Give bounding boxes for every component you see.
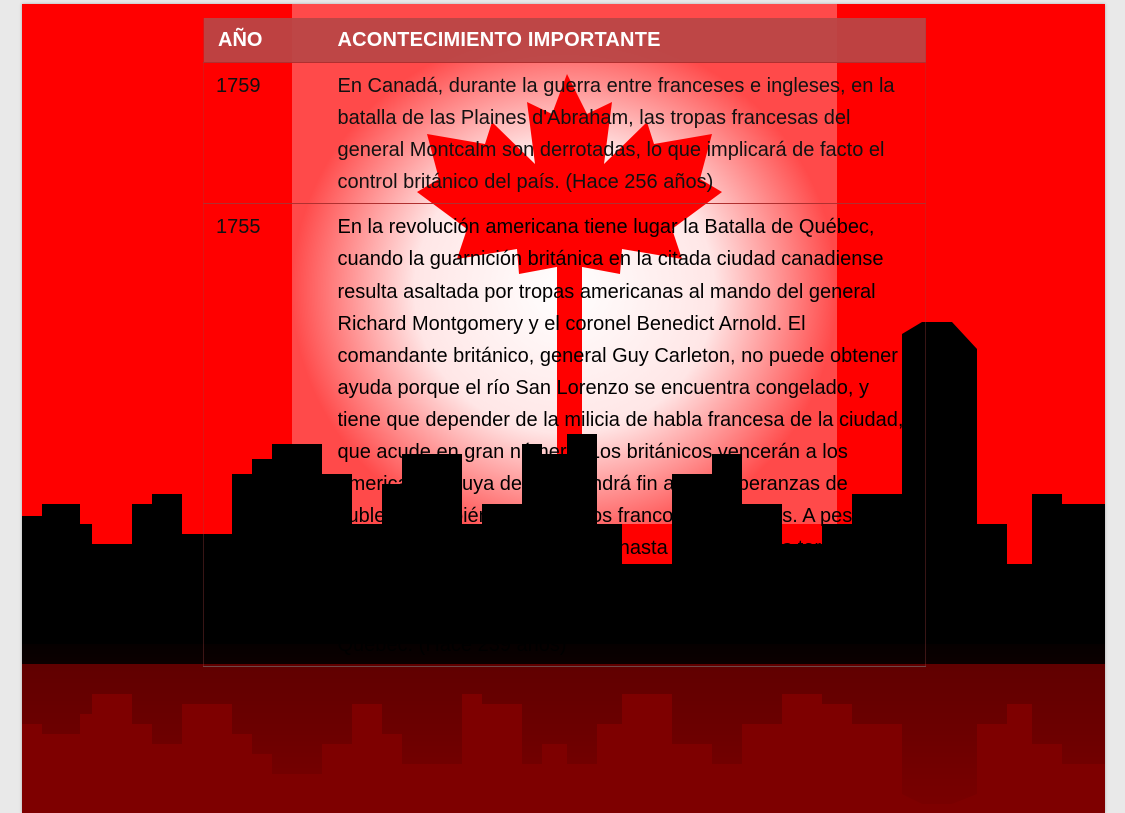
row-year: 1755: [204, 204, 326, 666]
table-row: [204, 204, 926, 666]
row-event-text: En la revolución americana tiene lugar la Batalla de Québec, cuando la guarnición británica en la citada ciudad canadiense resulta asaltada por tropas americanas al mando del general Richard Montgomery y el coronel Benedict Arnold. El comandante británico, general Guy Carleton, no puede obtener ayuda porque el río San Lorenzo se encuentra congelado, y tiene que depender de la milicia de habla francesa de la ciudad, que acude en gran número. Los británicos vencerán a los americanos, cuya derrota pondrá fin a sus esperanzas de sublevar también a los colonos franco-canadienses. A pesar de la victoria en la batalla, no será hasta 6 meses más tarde cuando se logre rechazar totalmente la invasión, con la llegada de 4.000 soldados, lo que obligará a los americanos a abandonar Québec. (Hace 239 años): [337, 216, 915, 656]
row-event: En Canadá, durante la guerra entre franceses e ingleses, en la batalla de las Plaines d'Abraham, las tropas francesas del general Montcalm son derrotadas, lo que implicará de facto el control británico del país. (Hace 256 años): [326, 63, 926, 204]
header-year: AÑO: [204, 18, 326, 63]
events-table: [203, 18, 926, 667]
document-page: [22, 4, 1105, 813]
table-row: [204, 63, 926, 204]
row-event: [326, 204, 926, 666]
events-table-container: [203, 18, 925, 667]
header-event: ACONTECIMIENTO IMPORTANTE: [326, 18, 926, 63]
row-year: 1759: [204, 63, 326, 204]
table-header-row: [204, 18, 926, 63]
